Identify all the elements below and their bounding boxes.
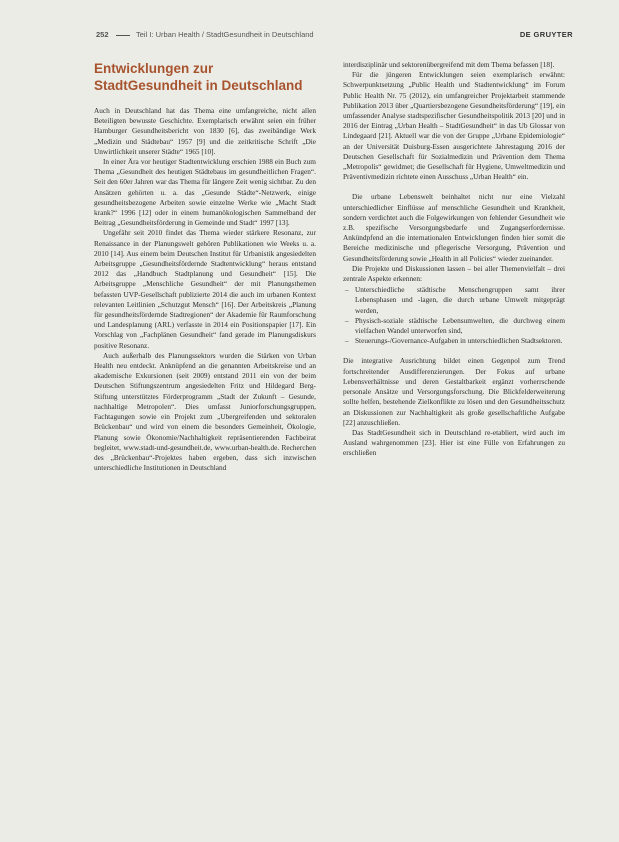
bullet-dash: – bbox=[345, 285, 349, 295]
list-item bbox=[343, 316, 565, 336]
list-item bbox=[343, 336, 565, 346]
list-item-text: Unterschiedliche städtische Menschengruppen samt ihrer Lebensphasen und -lagen, die durch urbane Umwelt mitgeprägt werden, bbox=[355, 285, 565, 315]
list-item-text: Steuerungs-/Governance-Aufgaben in unterschiedlichen Stadtsektoren. bbox=[355, 336, 563, 346]
section-title: Entwicklungen zur StadtGesundheit in Deutschland bbox=[94, 61, 303, 93]
running-header bbox=[96, 30, 573, 44]
paragraph: Das StadtGesundheit sich in Deutschland re-etabliert, wird auch im Ausland wahrgenommen [23]. Hier ist eine Fülle von Erfahrungen zu erschließen bbox=[343, 427, 565, 458]
right-column bbox=[343, 60, 565, 459]
bullet-dash: – bbox=[345, 315, 349, 325]
bullet-dash: – bbox=[345, 336, 349, 346]
header-rule bbox=[116, 35, 130, 36]
aspect-list bbox=[343, 285, 565, 346]
list-item bbox=[343, 285, 565, 316]
paragraph: Ungefähr seit 2010 findet das Thema wieder stärkere Resonanz, zur Renaissance in der Planungswelt gehören Publikationen wie Weeks u. a. 2010 [14]. Aus einem beim Deutschen Institut für Urbanistik angesiedelten Arbeitsgruppe „Gesundheitsfördernde Stadtentwicklung“ heraus entstand 2012 das „Handbuch Stadtplanung und Gesundheit“ [15]. Die Arbeitsgruppe „Menschliche Gesundheit“ der mit Planungsthemen befassten UVP-Gesellschaft publizierte 2014 die auch im urbanen Kontext relevanten Leitlinien „Schutzgut Mensch“ [16]. Der Arbeitskreis „Planung für gesundheitsfördernde Stadtregionen“ der Akademie für Raumforschung und Landesplanung (ARL) verfasste in 2014 ein Positionspapier [17]. Ein Vorschlag von „Fachplänen Gesundheit“ fand gerade im Planungsdiskurs positive Resonanz. bbox=[94, 228, 316, 350]
left-column bbox=[94, 60, 316, 473]
paragraph: Auch in Deutschland hat das Thema eine umfangreiche, nicht allen Beteiligten bewusste Geschichte. Exemplarisch erwähnt seien ein früher Hamburger Gesundheitsbericht von 1830 [6], das zweibändige Werk „Medizin und Städtebau“ 1957 [9] und die zeitkritische Schrift „Die Unwirtlichkeit unserer Städte“ 1965 [10]. bbox=[94, 106, 316, 156]
paragraph: Die Projekte und Diskussionen lassen – bei aller Themenvielfalt – drei zentrale Aspekte erkennen: bbox=[343, 263, 565, 284]
paragraph: Die urbane Lebenswelt beinhaltet nicht nur eine Vielzahl unterschiedlicher Einflüsse auf menschliche Gesundheit und Krankheit, sondern verdichtet auch die Folgewirkungen von fehlender Gesundheit wie z.B. spezifische Versorgungsbedarfe und Zugangserfordernisse. Ankündpfend an die internationalen Entwicklungen finden hier somit die Bereiche medizinische und pflegerische Versorgung, Prävention und Gesundheitsförderung sowie „Health in all Policies“ wieder zueinander. bbox=[343, 192, 565, 263]
running-title: Teil I: Urban Health / StadtGesundheit in Deutschland bbox=[136, 30, 314, 39]
paragraph: Auch außerhalb des Planungssektors wurden die Stärken von Urban Health neu entdeckt. Anknüpfend an die genannten Arbeitskreise und an akademische Exkursionen (seit 2009) entstand 2011 ein von der beim Deutschen Stiftungszentrum angesiedelten Fritz und Hildegard Berg-Stiftung unterstütztes Förderprogramm „Stadt der Zukunft – Gesunde, nachhaltige Metropolen“. Dies umfasst Juniorforschungsgruppen, Fachtagungen sowie ein Projekt zum „Ubergreifenden und sektoralen Brückenbau“ und wird von einem die besonders Gemeinheit, Ökologie, Planung sowie Ökonomie/Nachhaltigkeit repräsentierenden Fachbeirat begleitet, www.stadt-und-gesundheit.de, www.urban-health.de. Recherchen des „Brückenbau“-Projektes haben ergeben, dass sich inzwischen unterschiedliche Institutionen in Deutschland bbox=[94, 350, 316, 473]
list-item-text: Physisch-soziale städtische Lebensumwelten, die durchweg einem vielfachen Wandel unterworfen sind, bbox=[355, 315, 565, 336]
paragraph: Für die jüngeren Entwicklungen seien exemplarisch erwähnt: Schwerpunktsetzung „Public Health und Stadtentwicklung“ im Forum Public Health Nr. 75 (2012), ein umfangreicher Projektarbeit stammende Publikation 2013 über „Quartiersbezogene Gesundheitsförderung“ [19], ein umfassender Analyse stadtspezifischer Gesundheitspolitik 2013 [20] und in 2016 der Eintrag „Urban Health – StadtGesundheit“ in das Ub Glossar von Lindegaard [21]. Aktuell war die von der Gruppe „Urbane Epidemiologie“ an der Universität Duisburg-Essen ausgerichtete Jahrestagung 2016 der Deutschen Gesellschaft für Sozialmedizin und Prävention dem Thema „Metropolis“ gewidmet; die Gesellschaft für Hygiene, Umweltmedizin und Präventivmedizin richtete einen Ausschuss „Urban Health“ ein. bbox=[343, 70, 565, 182]
paragraph: Die integrative Ausrichtung bildet einen Gegenpol zum Trend fortschreitender Ausdifferenzierungen. Der Fokus auf urbane Lebensverhältnisse und deren Gestaltbarkeit ergänzt vorherrschende personale Ansätze und Versorgungsforschung. Die Blickfelderweiterung sollte helfen, bestehende Zielkonflikte zu lösen und den Gesundheitsschutz an Diskussionen zur Nachhaltigkeit als große gesellschaftliche Aufgabe [22] anzuschließen. bbox=[343, 356, 565, 427]
page-number: 252 bbox=[96, 30, 109, 39]
publisher-logo: DE GRUYTER bbox=[519, 30, 573, 39]
paragraph: In einer Ära vor heutiger Stadtentwicklung erschien 1988 ein Buch zum Thema „Gesundheit des heutigen Städtebaus im gesundheitlichen Fragen“. Seit den 60er Jahren war das Thema für längere Zeit wenig sichtbar. Zu den Ansätzen gehörten u. a. das „Gesunde Städte“-Netzwerk, einige gesundheitsbezogene Arbeiten sowie einzelne Werke wie „Macht Stadt krank?“ 1996 [12] oder in einem humanökologischen Sammelband der Beitrag „Gesundheitsförderung in Gemeinde und Stadt“ 1997 [13]. bbox=[94, 157, 316, 228]
paragraph: interdisziplinär und sektorenübergreifend mit dem Thema befassen [18]. bbox=[343, 60, 555, 69]
